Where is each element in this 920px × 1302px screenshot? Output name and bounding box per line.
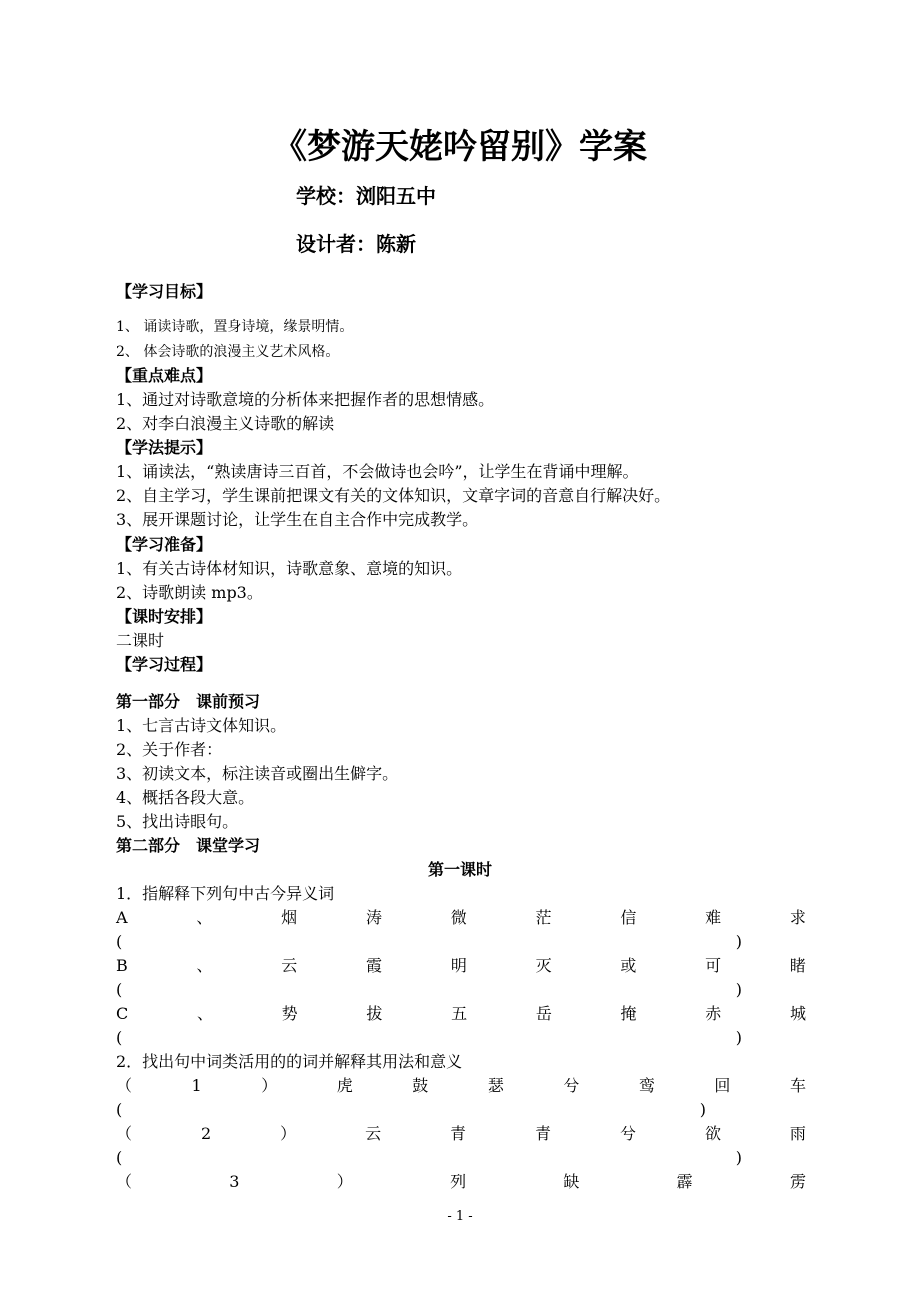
q2-sentence-1 xyxy=(116,1074,806,1098)
part1-item: 1、七言古诗文体知识。 xyxy=(116,716,287,735)
char: 拔 xyxy=(366,1004,383,1023)
char: 雳 xyxy=(789,1172,806,1191)
answer-blank[interactable] xyxy=(116,1098,706,1122)
char: 3 xyxy=(229,1172,240,1191)
q1-sentence-c xyxy=(116,1002,806,1026)
char: A xyxy=(116,908,128,927)
key-item: 2、对李白浪漫主义诗歌的解读 xyxy=(116,414,335,433)
goal-item: 2、 体会诗歌的浪漫主义艺术风格。 xyxy=(116,344,340,360)
char: 云 xyxy=(365,1124,382,1143)
paren-open: ( xyxy=(116,980,123,999)
char: 烟 xyxy=(281,908,298,927)
part1-item: 5、找出诗眼句。 xyxy=(116,812,239,831)
method-item: 2、自主学习，学生课前把课文有关的文体知识，文章字词的音意自行解决好。 xyxy=(116,486,671,505)
paren-close: ) xyxy=(735,932,742,951)
prep-item: 2、诗歌朗读 mp3。 xyxy=(116,583,263,602)
char: 茫 xyxy=(535,908,552,927)
char: 岳 xyxy=(535,1004,552,1023)
paren-close: ) xyxy=(735,1148,742,1167)
char: 求 xyxy=(789,908,806,927)
goals-heading: 【学习目标】 xyxy=(116,282,213,301)
char: 掩 xyxy=(620,1004,637,1023)
char: 缺 xyxy=(563,1172,580,1191)
char: 兮 xyxy=(619,1124,636,1143)
document-title: 《梦游天姥吟留别》学案 xyxy=(273,127,647,167)
key-heading: 【重点难点】 xyxy=(116,366,213,385)
answer-blank[interactable] xyxy=(116,930,742,954)
part1-heading: 第一部分 课前预习 xyxy=(116,692,261,711)
char: 霹 xyxy=(676,1172,693,1191)
answer-blank[interactable] xyxy=(116,978,742,1002)
char: 雨 xyxy=(789,1124,806,1143)
paren-close: ) xyxy=(735,1028,742,1047)
char: （ xyxy=(116,1124,133,1143)
char: 车 xyxy=(789,1076,806,1095)
schedule-heading: 【课时安排】 xyxy=(116,607,213,626)
char: 势 xyxy=(281,1004,298,1023)
char: 瑟 xyxy=(487,1076,504,1095)
char: 可 xyxy=(705,956,722,975)
question-1: 1．指解释下列句中古今异义词 xyxy=(116,884,335,903)
prep-heading: 【学习准备】 xyxy=(116,535,213,554)
page-number: - 1 - xyxy=(447,1209,473,1224)
method-item: 3、展开课题讨论，让学生在自主合作中完成教学。 xyxy=(116,510,479,529)
key-item: 1、通过对诗歌意境的分析体来把握作者的思想情感。 xyxy=(116,390,495,409)
paren-open: ( xyxy=(116,1100,123,1119)
char: 、 xyxy=(196,1004,213,1023)
designer-line: 设计者：陈新 xyxy=(296,232,416,256)
char: 难 xyxy=(705,908,722,927)
char: 、 xyxy=(196,956,213,975)
method-heading: 【学法提示】 xyxy=(116,438,213,457)
char: 霞 xyxy=(366,956,383,975)
part2-heading: 第二部分 课堂学习 xyxy=(116,836,261,855)
process-heading: 【学习过程】 xyxy=(116,655,213,674)
answer-blank[interactable] xyxy=(116,1026,742,1050)
q2-sentence-2 xyxy=(116,1122,806,1146)
char: （ xyxy=(116,1076,133,1095)
lesson-heading: 第一课时 xyxy=(427,860,492,879)
part1-item: 2、关于作者： xyxy=(116,740,223,759)
char: 或 xyxy=(620,956,637,975)
char: ） xyxy=(280,1124,297,1143)
q2-sentence-3 xyxy=(116,1170,806,1194)
char: 1 xyxy=(191,1076,202,1095)
char: ） xyxy=(336,1172,353,1191)
char: 微 xyxy=(450,908,467,927)
part1-item: 4、概括各段大意。 xyxy=(116,788,255,807)
char: 鸾 xyxy=(638,1076,655,1095)
paren-close: ) xyxy=(735,980,742,999)
char: 兮 xyxy=(563,1076,580,1095)
char: B xyxy=(116,956,128,975)
goal-item: 1、 诵读诗歌，置身诗境，缘景明情。 xyxy=(116,319,354,335)
char: 城 xyxy=(789,1004,806,1023)
char: ） xyxy=(261,1076,278,1095)
char: 回 xyxy=(714,1076,731,1095)
q1-sentence-b xyxy=(116,954,806,978)
char: 青 xyxy=(535,1124,552,1143)
char: 欲 xyxy=(704,1124,721,1143)
char: 灭 xyxy=(535,956,552,975)
q1-sentence-a xyxy=(116,906,806,930)
paren-open: ( xyxy=(116,1028,123,1047)
char: 2 xyxy=(200,1124,212,1143)
char: 青 xyxy=(450,1124,467,1143)
char: 云 xyxy=(281,956,298,975)
prep-item: 1、有关古诗体材知识，诗歌意象、意境的知识。 xyxy=(116,559,463,578)
paren-close: ) xyxy=(699,1100,706,1119)
char: 虎 xyxy=(336,1076,353,1095)
char: 五 xyxy=(451,1004,468,1023)
char: 明 xyxy=(450,956,467,975)
char: （ xyxy=(116,1172,133,1191)
char: 睹 xyxy=(789,956,806,975)
paren-open: ( xyxy=(116,932,123,951)
char: C xyxy=(116,1004,129,1023)
part1-item: 3、初读文本，标注读音或圈出生僻字。 xyxy=(116,764,399,783)
answer-blank[interactable] xyxy=(116,1146,742,1170)
char: 列 xyxy=(450,1172,467,1191)
char: 信 xyxy=(620,908,637,927)
school-line: 学校：浏阳五中 xyxy=(296,184,436,208)
char: 赤 xyxy=(705,1004,722,1023)
char: 、 xyxy=(196,908,213,927)
char: 涛 xyxy=(365,908,382,927)
method-item: 1、诵读法，“熟读唐诗三百首，不会做诗也会吟”，让学生在背诵中理解。 xyxy=(116,462,639,481)
schedule-text: 二课时 xyxy=(116,631,165,650)
char: 鼓 xyxy=(412,1076,429,1095)
paren-open: ( xyxy=(116,1148,123,1167)
question-2: 2．找出句中词类活用的的词并解释其用法和意义 xyxy=(116,1052,463,1071)
